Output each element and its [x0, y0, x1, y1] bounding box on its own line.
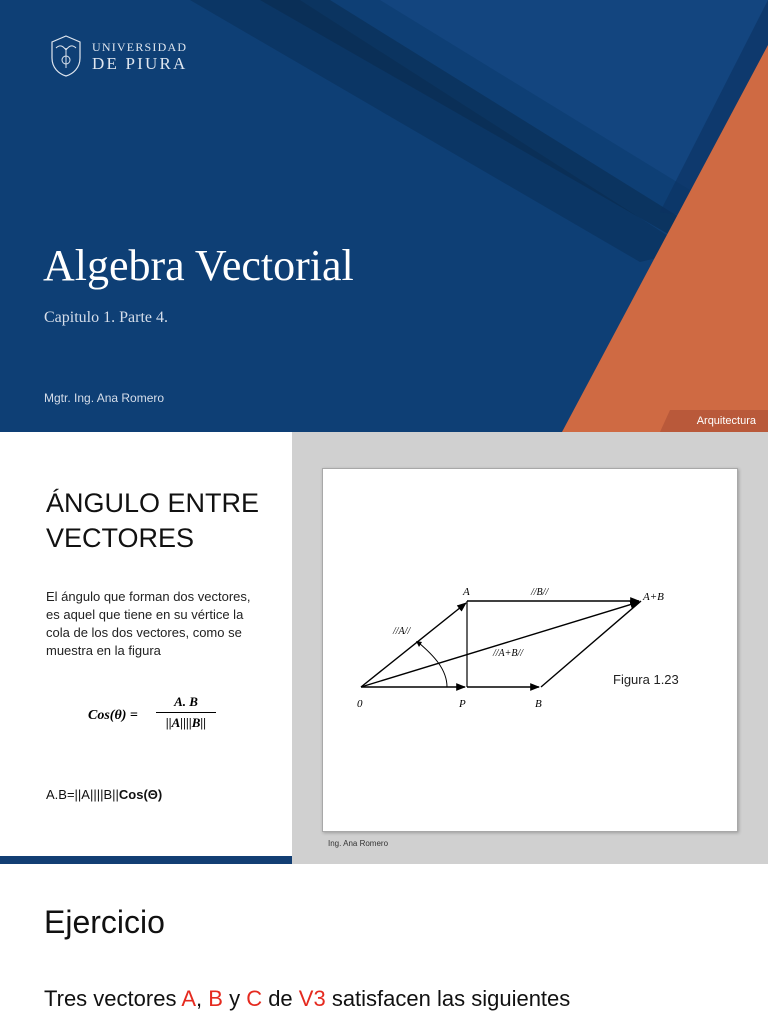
label-p: P: [459, 698, 466, 710]
label-mag-a-plus-b: //A+B//: [493, 648, 524, 659]
vector-c-name: C: [246, 986, 263, 1011]
exercise-slide: [0, 864, 768, 1024]
statement-text: Tres vectores: [44, 986, 182, 1011]
angle-slide-body: El ángulo que forman dos vectores, es aquel que tiene en su vértice la cola de los dos vectores, como se muestra en la figura: [46, 589, 251, 658]
dot-product-cos: Cos(Θ): [118, 787, 163, 802]
vector-b-name: B: [208, 986, 223, 1011]
label-mag-b: //B//: [531, 587, 549, 598]
exercise-title: Ejercicio: [44, 904, 165, 940]
faculty-tag: Arquitectura: [696, 415, 756, 427]
label-a-plus-b: A+B: [643, 591, 664, 603]
dot-product-text: A.B=||A||||B||: [46, 787, 119, 802]
figure-credit: Ing. Ana Romero: [328, 839, 389, 848]
space-v3: V3: [298, 986, 326, 1011]
logo-text-bottom: DE PIURA: [92, 54, 188, 73]
statement-and: y: [222, 986, 247, 1011]
formula-numerator: A. B: [174, 694, 198, 709]
title-slide: [0, 0, 768, 432]
cosine-formula: [88, 694, 228, 742]
presentation-title: Algebra Vectorial: [43, 241, 354, 290]
statement-rest: satisfacen las siguientes: [325, 986, 571, 1011]
university-seal-icon: [48, 34, 84, 78]
parallelogram-diagram: [323, 469, 737, 831]
exercise-statement: [44, 986, 570, 1012]
formula-lhs: Cos(θ) =: [88, 708, 138, 723]
accent-bar: [0, 856, 292, 864]
label-b: B: [535, 698, 542, 710]
angle-slide-title: ÁNGULO ENTRE VECTORES: [46, 488, 260, 553]
logo-text-top: UNIVERSIDAD: [92, 40, 188, 54]
vector-a: [361, 603, 466, 687]
formula-fraction: [156, 694, 216, 731]
formula-denominator: ||A||||B||: [165, 715, 207, 730]
university-logo: [48, 34, 188, 80]
statement-comma: ,: [196, 986, 209, 1011]
presentation-subtitle: Capitulo 1. Parte 4.: [44, 309, 168, 326]
vector-a-name: A: [181, 986, 197, 1011]
statement-of: de: [262, 986, 299, 1011]
label-a: A: [463, 586, 470, 598]
dot-product-formula: [46, 787, 162, 802]
angle-arrow-head: [416, 641, 422, 647]
angle-slide: [0, 432, 768, 864]
label-o: 0: [357, 698, 363, 710]
figure-caption: Figura 1.23: [613, 672, 679, 687]
vector-a-plus-b: [361, 602, 639, 687]
presentation-author: Mgtr. Ing. Ana Romero: [44, 391, 165, 405]
label-mag-a: //A//: [393, 626, 411, 637]
vector-figure: [322, 468, 738, 832]
